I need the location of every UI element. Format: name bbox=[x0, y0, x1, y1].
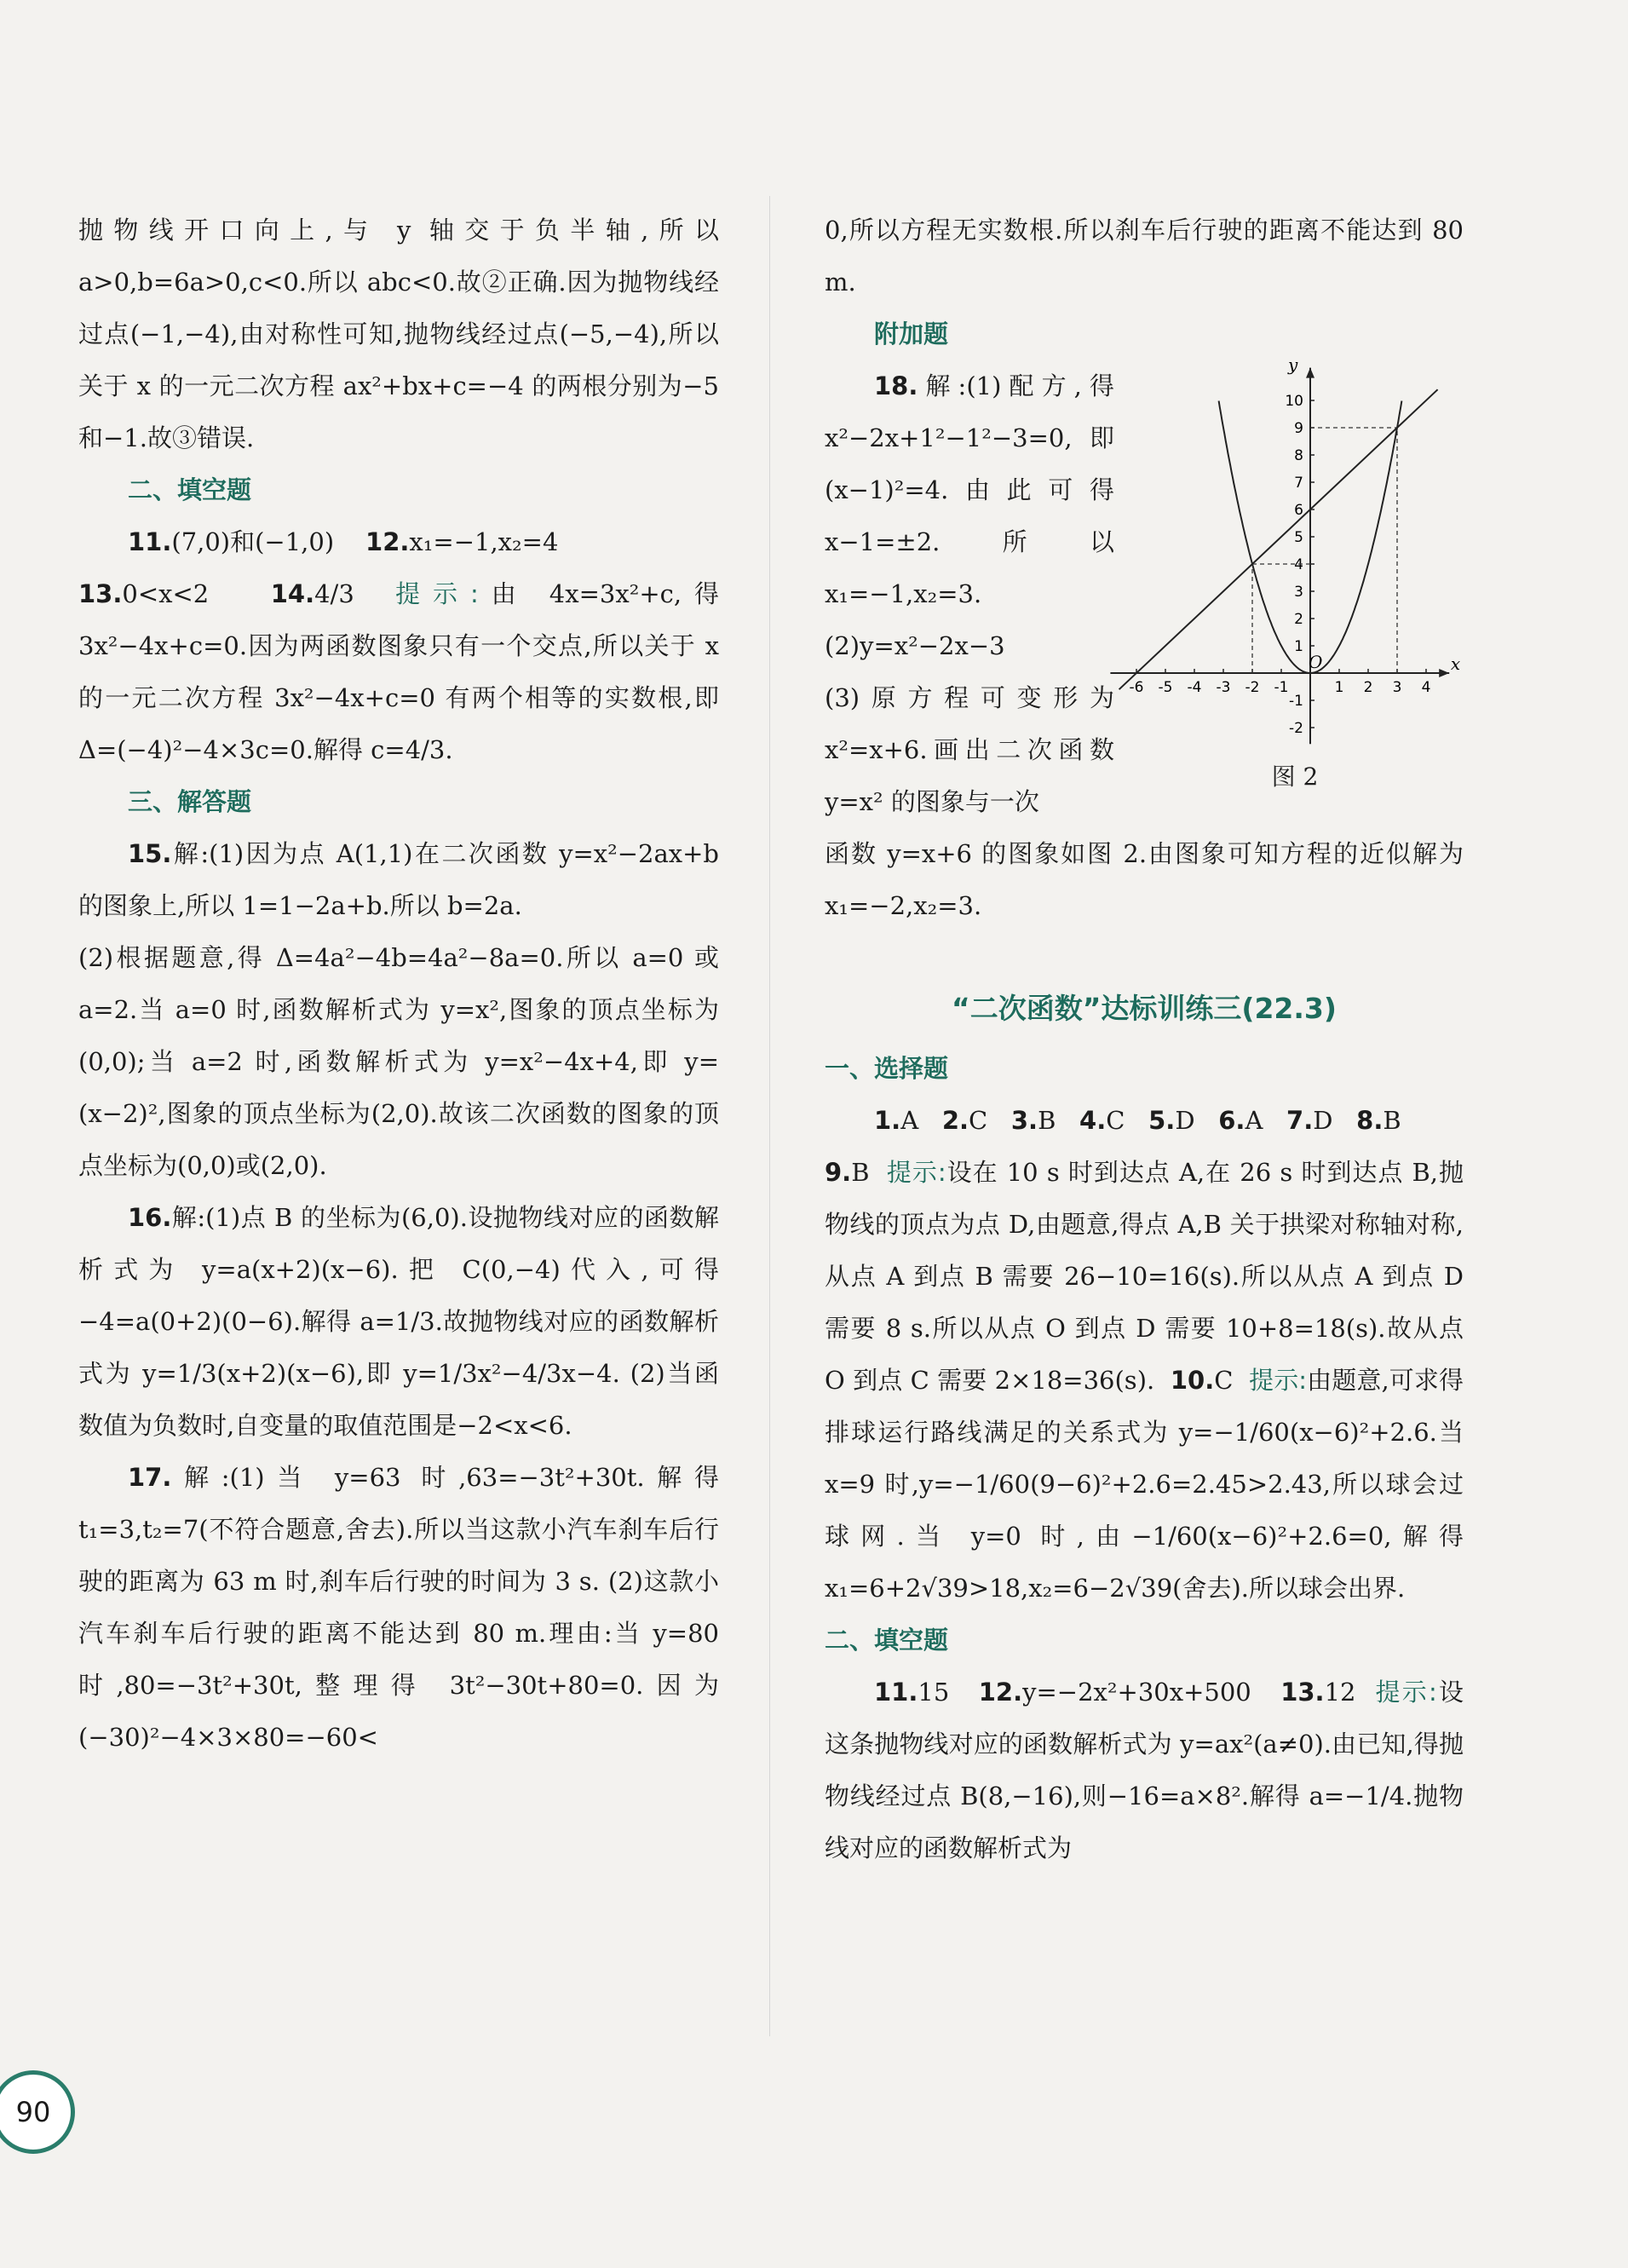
question-number: 13. bbox=[1280, 1678, 1325, 1707]
y-tick-label: 10 bbox=[1285, 393, 1303, 410]
section-heading-choice: 一、选择题 bbox=[825, 1054, 949, 1083]
section-heading-fill-in-2: 二、填空题 bbox=[825, 1626, 949, 1655]
question-number: 3. bbox=[1010, 1106, 1038, 1135]
x-tick-label: -3 bbox=[1216, 679, 1231, 696]
x-tick-label: -4 bbox=[1187, 679, 1202, 696]
y-axis-label: y bbox=[1288, 354, 1298, 375]
choice-answer: B bbox=[1383, 1106, 1401, 1135]
x-axis-label: x bbox=[1450, 653, 1461, 674]
hint-label: 提示: bbox=[1249, 1366, 1308, 1395]
answer-text: y=−2x²+30x+500 bbox=[1022, 1678, 1251, 1707]
choice-answers bbox=[825, 1095, 1464, 1147]
y-tick-label: 3 bbox=[1294, 584, 1303, 601]
answer-text: 0<x<2 bbox=[122, 579, 210, 608]
x-tick-label: 2 bbox=[1363, 679, 1373, 696]
y-tick-label: 5 bbox=[1294, 529, 1303, 546]
section-heading-extra: 附加题 bbox=[874, 319, 949, 348]
y-tick-label: 1 bbox=[1294, 638, 1303, 655]
question-number: 16. bbox=[128, 1203, 172, 1232]
solution-18-part4: 函数 y=x+6 的图象如图 2.由图象可知方程的近似解为 x₁=−2,x₂=3. bbox=[825, 839, 1464, 920]
question-number: 11. bbox=[128, 527, 172, 556]
solution-16 bbox=[78, 1192, 719, 1452]
x-tick-label: -6 bbox=[1129, 679, 1144, 696]
section-heading-fill-in: 二、填空题 bbox=[128, 475, 252, 504]
right-column bbox=[825, 204, 1464, 1874]
hint-text: 由 4x=3x²+c,得 3x²−4x+c=0.因为两函数图象只有一个交点,所以关于 x 的一元二次方程 3x²−4x+c=0 有两个相等的实数根,即 Δ=(−4)²−4×3c=0.解得 c=4/3. bbox=[78, 579, 720, 764]
figure-caption: 图 2 bbox=[1271, 763, 1319, 791]
answer-text: 4/3 bbox=[314, 579, 354, 608]
question-number: 2. bbox=[941, 1106, 969, 1135]
solution-15-part1 bbox=[78, 828, 719, 932]
question-number: 18. bbox=[874, 371, 918, 400]
hint-label: 提示: bbox=[395, 579, 479, 608]
solution-18-part2: (2)y=x²−2x−3 bbox=[825, 631, 1005, 660]
question-number: 4. bbox=[1079, 1106, 1107, 1135]
hint-text: 设这条抛物线对应的函数解析式为 y=ax²(a≠0).由已知,得抛物线经过点 B(8,−16),则−16=a×8².解得 a=−1/4.抛物线对应的函数解析式为 bbox=[825, 1678, 1464, 1862]
x-axis-arrow bbox=[1439, 669, 1449, 677]
choice-answer: A bbox=[1245, 1106, 1263, 1135]
line-y-equals-x-plus-6 bbox=[1119, 389, 1438, 689]
question-number: 11. bbox=[874, 1678, 918, 1707]
answer-text: (7,0)和(−1,0) bbox=[171, 527, 335, 556]
question-number: 8. bbox=[1356, 1106, 1384, 1135]
y-tick-label: -2 bbox=[1289, 720, 1303, 737]
question-number: 5. bbox=[1148, 1106, 1176, 1135]
question-number: 10. bbox=[1170, 1366, 1215, 1395]
question-number: 9. bbox=[825, 1158, 852, 1187]
answer-11-13 bbox=[825, 1666, 1464, 1874]
section-heading-solutions: 三、解答题 bbox=[128, 787, 252, 816]
figure-2-graph bbox=[1125, 354, 1465, 792]
x-tick-label: 4 bbox=[1421, 679, 1431, 696]
solution-18-part1 bbox=[825, 360, 1114, 620]
question-number: 13. bbox=[78, 579, 123, 608]
question-number: 12. bbox=[978, 1678, 1023, 1707]
solution-text: 解:(1)当 y=63 时,63=−3t²+30t.解得 t₁=3,t₂=7(不符合题意,舍去).所以当这款小汽车刹车后行驶的距离为 63 m 时,刹车后行驶的时间为 3 s. (2)这款小汽车刹车后行驶的距离不能达到 80 m.理由:当 y=80 时,80=−3t²+30t,整理得 3t²−30t+80=0.因为(−30)²−4×3×80=−60< bbox=[78, 1463, 719, 1752]
origin-label: O bbox=[1309, 652, 1323, 672]
x-tick-label: 1 bbox=[1334, 679, 1344, 696]
y-tick-label: 8 bbox=[1294, 447, 1303, 464]
left-column bbox=[78, 204, 719, 1764]
section-title: “二次函数”达标训练三(22.3) bbox=[952, 992, 1337, 1025]
hint-label: 提示: bbox=[886, 1158, 946, 1187]
question-number: 12. bbox=[365, 527, 410, 556]
answer-14-paragraph bbox=[78, 568, 719, 776]
answer-text: x₁=−1,x₂=4 bbox=[409, 527, 559, 556]
question-number: 6. bbox=[1218, 1106, 1245, 1135]
solution-17 bbox=[78, 1452, 719, 1764]
x-tick-label: 3 bbox=[1392, 679, 1402, 696]
choice-answer: D bbox=[1313, 1106, 1333, 1135]
choice-answer: C bbox=[969, 1106, 988, 1135]
answer-text: 15 bbox=[918, 1678, 950, 1707]
continued-solution-paragraph: 抛物线开口向上,与 y 轴交于负半轴,所以 a>0,b=6a>0,c<0.所以 abc<0.故②正确.因为抛物线经过点(−1,−4),由对称性可知,抛物线经过点(−5,−4),所以关于 x 的一元二次方程 ax²+bx+c=−4 的两根分别为−5 和−1.故③错误. bbox=[78, 216, 719, 452]
question-number: 15. bbox=[128, 839, 172, 868]
answer-text: C bbox=[1214, 1366, 1234, 1395]
x-tick-label: -2 bbox=[1245, 679, 1260, 696]
solution-18-part3: (3)原方程可变形为 x²=x+6.画出二次函数 y=x² 的图象与一次 bbox=[825, 683, 1114, 816]
choice-answer: A bbox=[900, 1106, 919, 1135]
answer-text: 12 bbox=[1324, 1678, 1356, 1707]
solution-text: 解:(1)点 B 的坐标为(6,0).设抛物线对应的函数解析式为 y=a(x+2)(x−6).把 C(0,−4)代入,可得−4=a(0+2)(0−6).解得 a=1/3.故抛物线对应的函数解析式为 y=1/3(x+2)(x−6),即 y=1/3x²−4/3x−4. (2)当函数值为负数时,自变量的取值范围是−2<x<6. bbox=[78, 1203, 719, 1440]
question-number: 14. bbox=[270, 579, 315, 608]
solution-text: 解:(1)配方,得 x²−2x+1²−1²−3=0,即(x−1)²=4.由此可得 x−1=±2.所以 x₁=−1,x₂=3. bbox=[825, 371, 1114, 608]
continued-solution-17: 0,所以方程无实数根.所以刹车后行驶的距离不能达到 80 m. bbox=[825, 216, 1464, 296]
page-number-badge: 90 bbox=[0, 2070, 75, 2154]
hint-text: 由题意,可求得排球运行路线满足的关系式为 y=−1/60(x−6)²+2.6.当 x=9 时,y=−1/60(9−6)²+2.6=2.45>2.43,所以球会过球网.当 y=0 时,由−1/60(x−6)²+2.6=0,解得 x₁=6+2√39>18,x₂=6−2√39(舍去).所以球会出界. bbox=[825, 1366, 1464, 1603]
y-tick-label: 2 bbox=[1294, 611, 1303, 628]
solution-15-part2: (2)根据题意,得 Δ=4a²−4b=4a²−8a=0.所以 a=0 或 a=2.当 a=0 时,函数解析式为 y=x²,图象的顶点坐标为(0,0);当 a=2 时,函数解析式为 y=x²−4x+4,即 y=(x−2)²,图象的顶点坐标为(2,0).故该二次函数的图象的顶点坐标为(0,0)或(2,0). bbox=[78, 943, 719, 1180]
y-tick-label: 4 bbox=[1294, 556, 1303, 573]
solution-text: 解:(1)因为点 A(1,1)在二次函数 y=x²−2ax+b 的图象上,所以 1=1−2a+b.所以 b=2a. bbox=[78, 839, 719, 920]
answer-9 bbox=[825, 1147, 1464, 1615]
question-number: 1. bbox=[874, 1106, 901, 1135]
graph-svg bbox=[1125, 354, 1465, 750]
y-axis-arrow bbox=[1306, 368, 1314, 378]
y-tick-label: 6 bbox=[1294, 502, 1303, 519]
question-number: 17. bbox=[128, 1463, 172, 1492]
answer-text: B bbox=[851, 1158, 870, 1187]
column-divider bbox=[769, 196, 770, 2036]
choice-answer: C bbox=[1106, 1106, 1125, 1135]
answer-line-11-12 bbox=[78, 516, 719, 568]
question-number: 7. bbox=[1286, 1106, 1314, 1135]
x-tick-label: -5 bbox=[1158, 679, 1173, 696]
choice-answer: D bbox=[1175, 1106, 1195, 1135]
y-tick-label: 7 bbox=[1294, 475, 1303, 492]
y-tick-label: 9 bbox=[1294, 420, 1303, 437]
choice-answer: B bbox=[1038, 1106, 1056, 1135]
hint-label: 提示: bbox=[1375, 1678, 1437, 1707]
y-tick-label: -1 bbox=[1289, 693, 1303, 710]
x-tick-label: -1 bbox=[1274, 679, 1289, 696]
hint-text: 设在 10 s 时到达点 A,在 26 s 时到达点 B,抛物线的顶点为点 D,由题意,得点 A,B 关于拱梁对称轴对称,从点 A 到点 B 需要 26−10=16(s).所以从点 A 到点 D 需要 8 s.所以从点 O 到点 D 需要 10+8=18(s).故从点 O 到点 C 需要 2×18=36(s). bbox=[825, 1158, 1464, 1395]
